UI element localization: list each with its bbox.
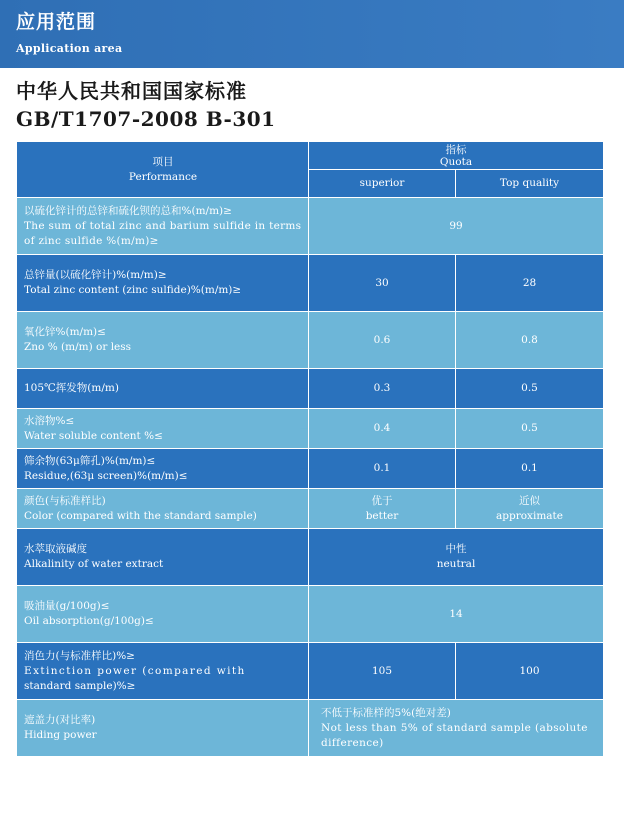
header-quota (309, 142, 604, 170)
header-col-top-quality: Top quality (456, 170, 604, 198)
standard-title: 中华人民共和国国家标准 (16, 79, 247, 103)
table-row (17, 489, 604, 529)
row-label (17, 449, 309, 489)
row-label-zh: 水萃取液碱度 (24, 543, 87, 555)
row-label-en: Oil absorption(g/100g)≤ (24, 615, 154, 627)
header-performance (17, 142, 309, 198)
row-value-top-quality: 28 (456, 255, 604, 312)
row-label-en: Water soluble content %≤ (24, 429, 163, 442)
row-value-superior-en: better (365, 509, 399, 522)
row-label (17, 489, 309, 529)
row-value-superior: 0.4 (309, 409, 456, 449)
banner-title: 应用范围 (16, 11, 97, 33)
header-banner (0, 0, 624, 68)
row-label (17, 643, 309, 700)
row-value-merged: 99 (309, 198, 604, 255)
row-label-zh: 吸油量(g/100g)≤ (24, 600, 110, 612)
row-label-zh: 颜色(与标准样比) (24, 494, 106, 507)
row-value-merged (309, 529, 604, 586)
row-value-top-quality: 0.5 (456, 369, 604, 409)
row-value-merged-en: neutral (436, 558, 476, 570)
table-row (17, 700, 604, 757)
row-value-superior: 0.3 (309, 369, 456, 409)
header-quota-zh: 指标 (445, 143, 467, 156)
row-label-zh: 水溶物%≤ (24, 414, 75, 427)
row-label (17, 255, 309, 312)
row-value-superior: 0.6 (309, 312, 456, 369)
table-row (17, 409, 604, 449)
standard-heading (16, 78, 276, 132)
table-row (17, 312, 604, 369)
row-value-superior (309, 489, 456, 529)
row-label (17, 312, 309, 369)
standard-code: GB/T1707-2008 B-301 (16, 107, 276, 131)
table-row (17, 643, 604, 700)
spec-table (16, 141, 604, 757)
header-performance-en: Performance (128, 170, 198, 183)
row-value-top-quality: 100 (456, 643, 604, 700)
header-col-superior: superior (309, 170, 456, 198)
row-label-zh: 消色力(与标准样比)%≥ (24, 649, 135, 662)
row-value-top-quality (456, 489, 604, 529)
row-value-top-quality: 0.1 (456, 449, 604, 489)
row-label-en: Residue,(63μ screen)%(m/m)≤ (24, 469, 188, 482)
banner-subtitle: Application area (16, 42, 123, 55)
row-label-zh: 以硫化锌计的总锌和硫化钡的总和%(m/m)≥ (24, 204, 232, 217)
row-label-en: Color (compared with the standard sample) (24, 509, 257, 522)
row-label-zh: 氧化锌%(m/m)≤ (24, 326, 106, 338)
table-row (17, 586, 604, 643)
row-value-superior-zh: 优于 (371, 494, 393, 507)
header-quota-en: Quota (439, 155, 473, 168)
row-value-top-zh: 近似 (519, 494, 540, 507)
row-label-zh: 筛余物(63μ筛孔)%(m/m)≤ (24, 454, 156, 467)
row-value-top-quality: 0.8 (456, 312, 604, 369)
row-value-superior: 30 (309, 255, 456, 312)
row-label-en: Zno % (m/m) or less (24, 341, 132, 353)
row-label-zh: 105℃挥发物(m/m) (24, 382, 119, 394)
row-label (17, 529, 309, 586)
row-value-top-en: approximate (496, 509, 563, 522)
row-label (17, 586, 309, 643)
row-label-en: Total zinc content (zinc sulfide)%(m/m)≥ (24, 284, 242, 296)
row-value-merged (309, 700, 604, 757)
row-label-en-line2: standard sample)%≥ (24, 679, 136, 692)
header-performance-zh: 项目 (152, 155, 174, 168)
table-row (17, 529, 604, 586)
row-value-merged-zh: 中性 (445, 543, 467, 555)
table-row (17, 449, 604, 489)
row-label (17, 198, 309, 255)
row-value-superior: 0.1 (309, 449, 456, 489)
table-row (17, 255, 604, 312)
row-value-merged-en: Not less than 5% of standard sample (absolute difference) (321, 721, 588, 749)
row-label (17, 369, 309, 409)
row-value-merged-zh: 不低于标准样的5%(绝对差) (321, 706, 451, 719)
row-label-en-line1: Extinction power (compared with (24, 664, 246, 677)
row-label-en: Hiding power (24, 729, 97, 741)
row-label-zh: 遮盖力(对比率) (24, 714, 96, 726)
table-row (17, 198, 604, 255)
row-label-en: Alkalinity of water extract (24, 558, 164, 570)
row-label (17, 409, 309, 449)
row-label (17, 700, 309, 757)
table-row (17, 369, 604, 409)
row-label-zh: 总锌量(以硫化锌计)%(m/m)≥ (24, 269, 167, 281)
row-value-superior: 105 (309, 643, 456, 700)
row-label-en: The sum of total zinc and barium sulfide in terms of zinc sulfide %(m/m)≥ (24, 219, 302, 247)
row-value-top-quality: 0.5 (456, 409, 604, 449)
row-value-merged: 14 (309, 586, 604, 643)
